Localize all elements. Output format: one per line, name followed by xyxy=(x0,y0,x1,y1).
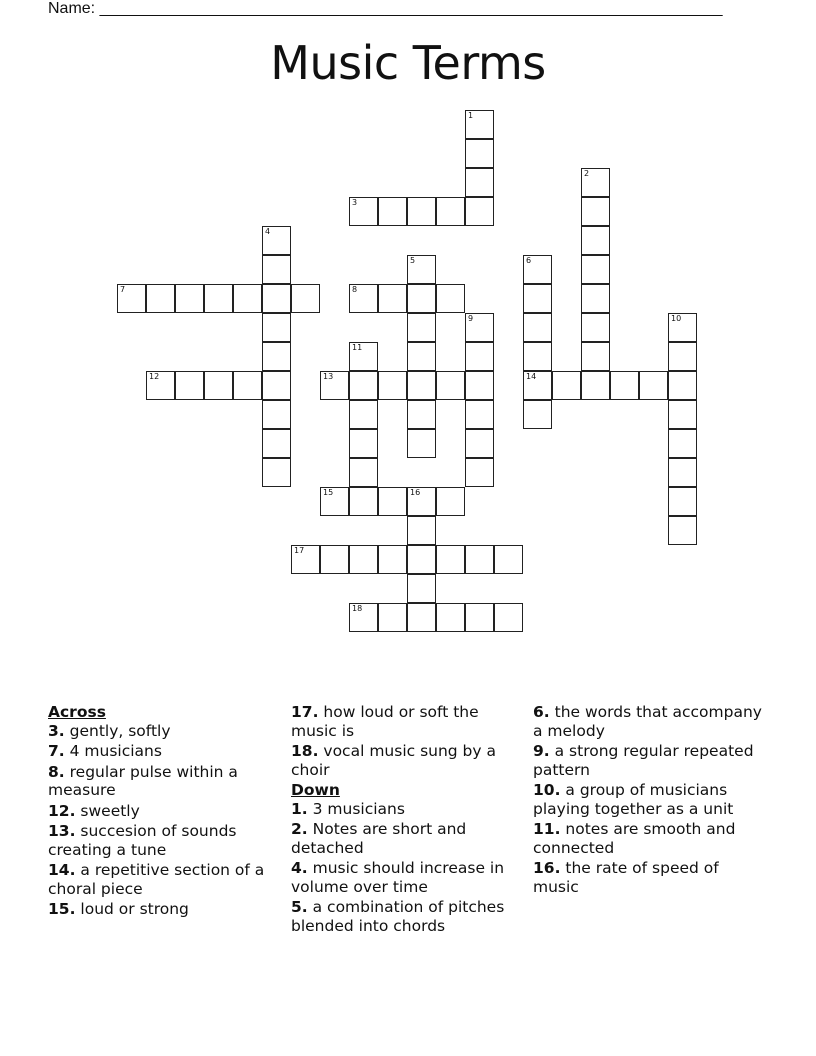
grid-cell[interactable] xyxy=(407,284,436,313)
grid-cell[interactable] xyxy=(407,255,436,284)
clue-number: 16 xyxy=(410,488,421,497)
grid-cell[interactable] xyxy=(668,313,697,342)
grid-cell[interactable] xyxy=(436,603,465,632)
clue-number: 13 xyxy=(323,372,334,381)
clue-number: 4 xyxy=(265,227,271,236)
grid-cell[interactable] xyxy=(436,197,465,226)
grid-cell[interactable] xyxy=(465,110,494,139)
grid-cell[interactable] xyxy=(117,284,146,313)
grid-cell[interactable] xyxy=(407,197,436,226)
clue-number: 3 xyxy=(352,198,358,207)
grid-cell[interactable] xyxy=(204,284,233,313)
name-field[interactable]: Name: ______________________________________________________________________ xyxy=(48,0,723,17)
grid-cell[interactable] xyxy=(291,545,320,574)
clue-number: 7 xyxy=(120,285,126,294)
clue-number: 6 xyxy=(526,256,532,265)
grid-cell[interactable] xyxy=(378,545,407,574)
grid-cell[interactable] xyxy=(465,342,494,371)
grid-cell[interactable] xyxy=(407,516,436,545)
grid-cell[interactable] xyxy=(262,400,291,429)
grid-cell[interactable] xyxy=(465,429,494,458)
grid-cell[interactable] xyxy=(378,487,407,516)
grid-cell[interactable] xyxy=(349,429,378,458)
grid-cell[interactable] xyxy=(639,371,668,400)
grid-cell[interactable] xyxy=(523,371,552,400)
grid-cell[interactable] xyxy=(349,545,378,574)
grid-cell[interactable] xyxy=(146,371,175,400)
grid-cell[interactable] xyxy=(349,284,378,313)
grid-cell[interactable] xyxy=(436,487,465,516)
page-title: Music Terms xyxy=(270,36,546,90)
grid-cell[interactable] xyxy=(523,255,552,284)
grid-cell[interactable] xyxy=(262,429,291,458)
clues-column-2 xyxy=(291,703,521,937)
clue-across-3: 3. gently, softly xyxy=(48,721,171,740)
grid-cell[interactable] xyxy=(407,313,436,342)
grid-cell[interactable] xyxy=(262,226,291,255)
grid-cell[interactable] xyxy=(581,197,610,226)
grid-cell[interactable] xyxy=(378,603,407,632)
clue-down-4: 4. music should increase in volume over time xyxy=(291,859,505,896)
grid-cell[interactable] xyxy=(668,458,697,487)
grid-cell[interactable] xyxy=(262,342,291,371)
grid-cell[interactable] xyxy=(523,342,552,371)
grid-cell[interactable] xyxy=(378,284,407,313)
grid-cell[interactable] xyxy=(436,284,465,313)
grid-cell[interactable] xyxy=(494,603,523,632)
clues-column-1 xyxy=(48,703,278,921)
grid-cell[interactable] xyxy=(610,371,639,400)
clue-across-7: 7. 4 musicians xyxy=(48,742,162,760)
clue-number: 14 xyxy=(526,372,537,381)
clue-across-8: 8. regular pulse within a measure xyxy=(48,762,238,799)
clue-down-5: 5. a combination of pitches blended into chords xyxy=(291,898,505,935)
grid-cell[interactable] xyxy=(494,545,523,574)
clue-number: 9 xyxy=(468,314,474,323)
grid-cell[interactable] xyxy=(349,400,378,429)
clue-down-1: 1. 3 musicians xyxy=(291,799,405,818)
clue-number: 17 xyxy=(294,546,305,555)
grid-cell[interactable] xyxy=(465,545,494,574)
grid-cell[interactable] xyxy=(262,458,291,487)
clue-number: 1 xyxy=(468,111,474,120)
grid-cell[interactable] xyxy=(581,168,610,197)
down-heading: Down xyxy=(291,781,340,799)
clue-down-10: 10. a group of musicians playing together as a unit xyxy=(533,781,734,818)
clue-number: 8 xyxy=(352,285,358,294)
clue-across-12: 12. sweetly xyxy=(48,801,140,820)
grid-cell[interactable] xyxy=(465,139,494,168)
grid-cell[interactable] xyxy=(581,255,610,284)
grid-cell[interactable] xyxy=(349,603,378,632)
grid-cell[interactable] xyxy=(320,371,349,400)
grid-cell[interactable] xyxy=(378,197,407,226)
grid-cell[interactable] xyxy=(262,313,291,342)
grid-cell[interactable] xyxy=(465,371,494,400)
clue-number: 12 xyxy=(149,372,160,381)
clue-number: 2 xyxy=(584,169,590,178)
grid-cell[interactable] xyxy=(291,284,320,313)
grid-cell[interactable] xyxy=(175,371,204,400)
grid-cell[interactable] xyxy=(523,284,552,313)
grid-cell[interactable] xyxy=(407,400,436,429)
grid-cell[interactable] xyxy=(581,284,610,313)
grid-cell[interactable] xyxy=(668,400,697,429)
grid-cell[interactable] xyxy=(378,371,407,400)
grid-cell[interactable] xyxy=(581,226,610,255)
clue-number: 5 xyxy=(410,256,416,265)
grid-cell[interactable] xyxy=(581,313,610,342)
grid-cell[interactable] xyxy=(465,168,494,197)
grid-cell[interactable] xyxy=(262,371,291,400)
grid-cell[interactable] xyxy=(668,516,697,545)
grid-cell[interactable] xyxy=(465,313,494,342)
clue-number: 15 xyxy=(323,488,334,497)
grid-cell[interactable] xyxy=(436,545,465,574)
grid-cell[interactable] xyxy=(407,429,436,458)
grid-cell[interactable] xyxy=(349,197,378,226)
clues-column-3 xyxy=(533,703,763,898)
clue-number: 10 xyxy=(671,314,682,323)
clue-down-2: 2. Notes are short and detached xyxy=(291,820,467,857)
grid-cell[interactable] xyxy=(581,371,610,400)
grid-cell[interactable] xyxy=(175,284,204,313)
clue-number: 11 xyxy=(352,343,363,352)
grid-cell[interactable] xyxy=(407,487,436,516)
grid-cell[interactable] xyxy=(320,487,349,516)
grid-cell[interactable] xyxy=(465,458,494,487)
grid-cell[interactable] xyxy=(233,284,262,313)
grid-cell[interactable] xyxy=(523,313,552,342)
grid-cell[interactable] xyxy=(349,371,378,400)
clue-number: 18 xyxy=(352,604,363,613)
clue-down-16: 16. the rate of speed of music xyxy=(533,859,719,896)
clue-down-9: 9. a strong regular repeated pattern xyxy=(533,742,754,779)
clue-across-15: 15. loud or strong xyxy=(48,900,189,918)
grid-cell[interactable] xyxy=(407,574,436,603)
clue-across-18: 18. vocal music sung by a choir xyxy=(291,742,496,779)
grid-cell[interactable] xyxy=(320,545,349,574)
grid-cell[interactable] xyxy=(262,255,291,284)
grid-cell[interactable] xyxy=(465,197,494,226)
grid-cell[interactable] xyxy=(465,603,494,632)
grid-cell[interactable] xyxy=(581,342,610,371)
grid-cell[interactable] xyxy=(552,371,581,400)
grid-cell[interactable] xyxy=(407,342,436,371)
grid-cell[interactable] xyxy=(407,603,436,632)
across-heading: Across xyxy=(48,703,106,721)
grid-cell[interactable] xyxy=(204,371,233,400)
grid-cell[interactable] xyxy=(668,487,697,516)
clue-across-14: 14. a repetitive section of a choral piece xyxy=(48,861,265,898)
grid-cell[interactable] xyxy=(668,342,697,371)
grid-cell[interactable] xyxy=(407,371,436,400)
grid-cell[interactable] xyxy=(349,342,378,371)
clue-across-13: 13. succesion of sounds creating a tune xyxy=(48,822,237,859)
clue-down-11: 11. notes are smooth and connected xyxy=(533,820,736,857)
grid-cell[interactable] xyxy=(668,371,697,400)
clue-down-6: 6. the words that accompany a melody xyxy=(533,703,762,740)
grid-cell[interactable] xyxy=(407,545,436,574)
clue-across-17: 17. how loud or soft the music is xyxy=(291,703,479,740)
grid-cell[interactable] xyxy=(146,284,175,313)
grid-cell[interactable] xyxy=(465,400,494,429)
grid-cell[interactable] xyxy=(436,371,465,400)
grid-cell[interactable] xyxy=(523,400,552,429)
grid-cell[interactable] xyxy=(262,284,291,313)
grid-cell[interactable] xyxy=(233,371,262,400)
grid-cell[interactable] xyxy=(349,458,378,487)
grid-cell[interactable] xyxy=(349,487,378,516)
grid-cell[interactable] xyxy=(668,429,697,458)
